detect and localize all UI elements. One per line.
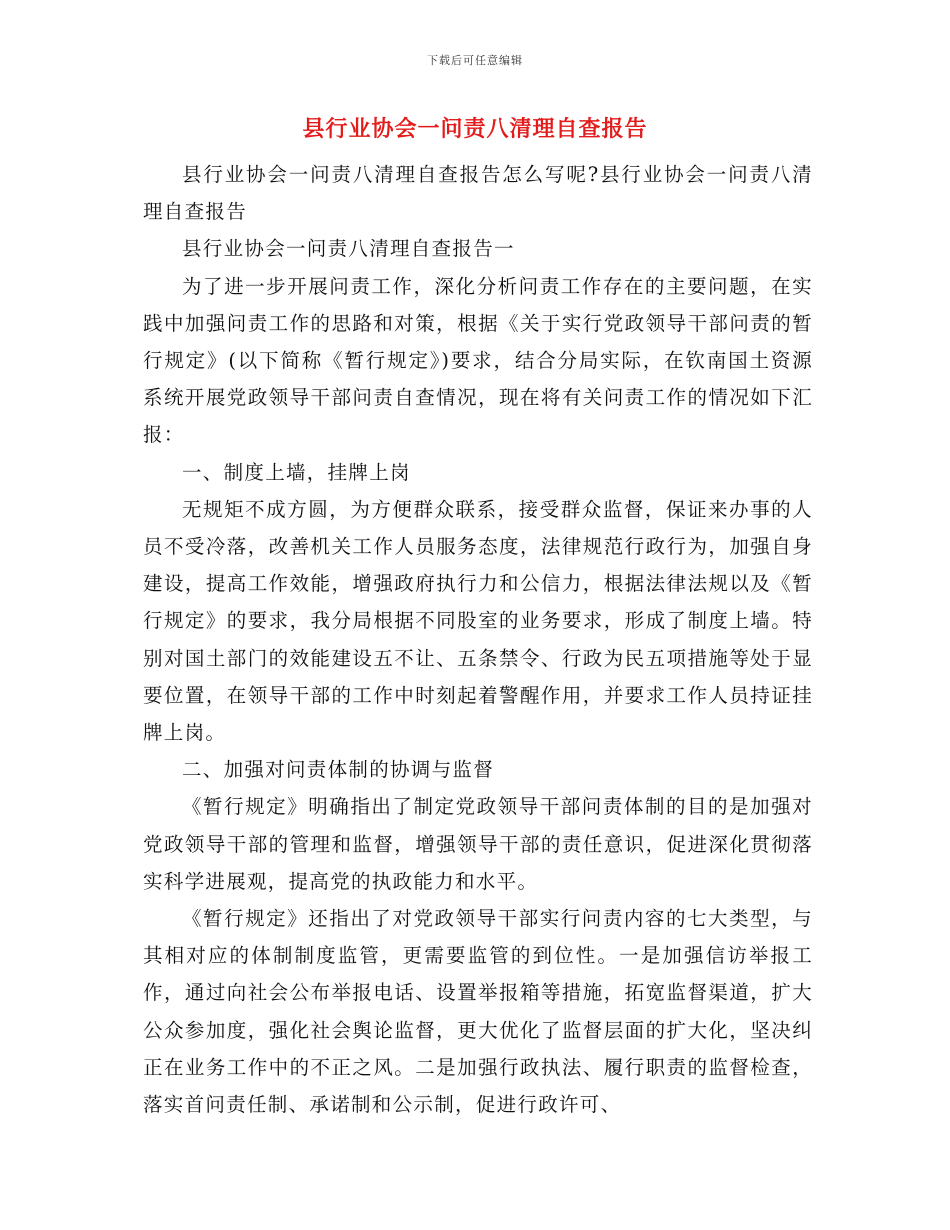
page-header-note: 下载后可任意编辑: [427, 54, 523, 67]
document-title: 县行业协会一问责八清理自查报告: [302, 116, 648, 142]
document-body: [143, 156, 813, 1123]
section-heading-2: 二、加强对问责体制的协调与监督: [182, 758, 495, 782]
paragraph-section-2a: 《暂行规定》明确指出了制定党政领导干部问责体制的目的是加强对党政领导干部的管理和监督，增强领导干部的责任意识，促进深化贯彻落实科学进展观，提高党的执政能力和水平。: [143, 795, 813, 893]
paragraph-section-1: 无规矩不成方圆，为方便群众联系，接受群众监督，保证来办事的人员不受冷落，改善机关工作人员服务态度，法律规范行政行为，加强自身建设，提高工作效能，增强政府执行力和公信力，根据法律法规以及《暂行规定》的要求，我分局根据不同股室的业务要求，形成了制度上墙。特别对国土部门的效能建设五不让、五条禁令、行政为民五项措施等处于显要位置，在领导干部的工作中时刻起着警醒作用，并要求工作人员持证挂牌上岗。: [143, 497, 813, 745]
section-heading-1: 一、制度上墙，挂牌上岗: [182, 460, 411, 484]
paragraph-purpose: 为了进一步开展问责工作，深化分析问责工作存在的主要问题，在实践中加强问责工作的思路和对策，根据《关于实行党政领导干部问责的暂行规定》(以下简称《暂行规定》)要求，结合分局实际，在钦南国土资源系统开展党政领导干部问责自查情况，现在将有关问责工作的情况如下汇报：: [143, 274, 813, 447]
paragraph-subtitle: 县行业协会一问责八清理自查报告一: [182, 237, 515, 261]
paragraph-section-2b: 《暂行规定》还指出了对党政领导干部实行问责内容的七大类型，与其相对应的体制制度监管，更需要监管的到位性。一是加强信访举报工作，通过向社会公布举报电话、设置举报箱等措施，拓宽监督渠道，扩大公众参加度，强化社会舆论监督，更大优化了监督层面的扩大化，坚决纠正在业务工作中的不正之风。二是加强行政执法、履行职责的监督检查，落实首问责任制、承诺制和公示制，促进行政许可、: [143, 907, 813, 1117]
paragraph-intro: 县行业协会一问责八清理自查报告怎么写呢?县行业协会一问责八清理自查报告: [143, 163, 813, 224]
